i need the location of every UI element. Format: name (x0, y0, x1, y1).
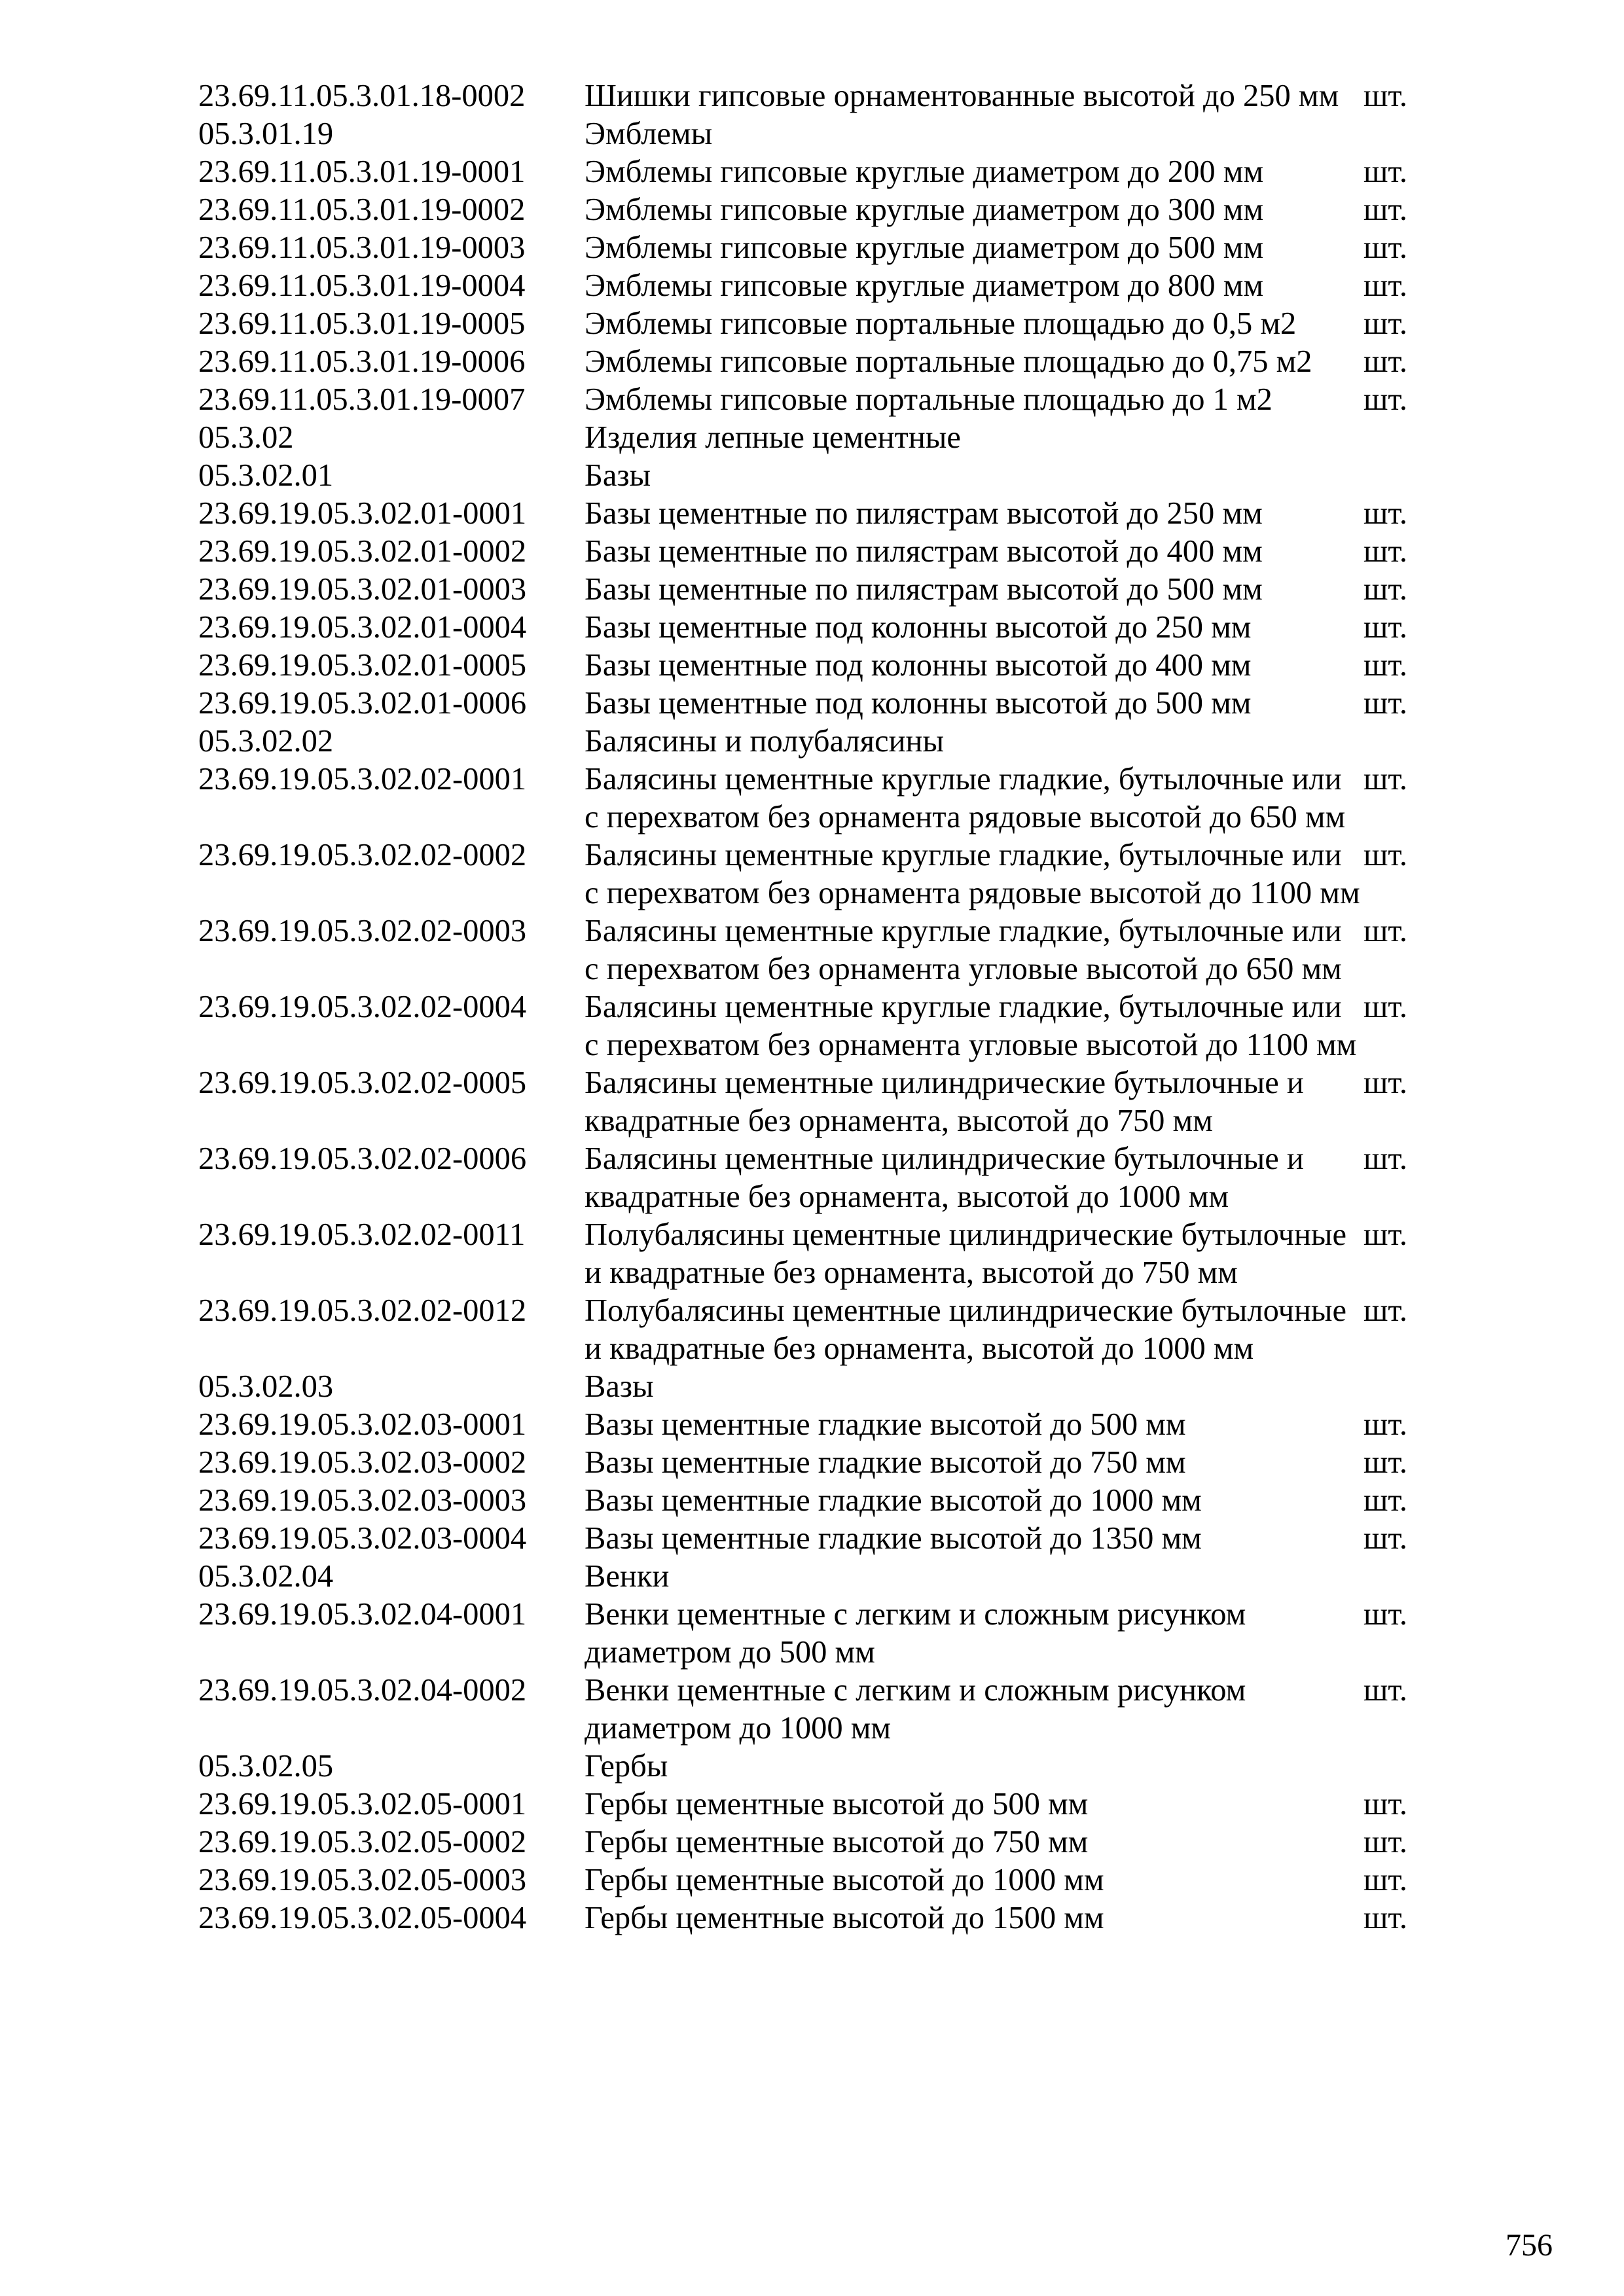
row-code: 23.69.19.05.3.02.03-0001 (198, 1407, 527, 1442)
row-name: Вазы (585, 1369, 654, 1404)
row-unit: шт. (1363, 914, 1408, 948)
row-name: Базы цементные под колонны высотой до 250 мм (585, 610, 1252, 645)
row-unit: шт. (1363, 1787, 1408, 1821)
row-code: 23.69.19.05.3.02.04-0002 (198, 1673, 527, 1708)
row-name: Базы цементные по пилястрам высотой до 400 мм (585, 534, 1263, 569)
table-row (198, 1140, 1442, 1216)
table-row (198, 1785, 1442, 1823)
row-code: 23.69.11.05.3.01.19-0004 (198, 268, 526, 303)
table-row (198, 609, 1442, 647)
row-name: Базы (585, 458, 651, 493)
row-code: 05.3.01.19 (198, 117, 334, 151)
row-name: Эмблемы (585, 117, 713, 151)
row-name: Полубалясины цементные цилиндрические бутылочные и квадратные без орнамента, высотой до 1000 мм (585, 1293, 1347, 1366)
table-row (198, 115, 1442, 153)
row-unit: шт. (1363, 838, 1408, 872)
table-row (198, 495, 1442, 533)
table-row (198, 836, 1442, 912)
row-unit: шт. (1363, 1597, 1408, 1632)
row-code: 23.69.19.05.3.02.02-0001 (198, 762, 527, 797)
table-row (198, 988, 1442, 1064)
row-unit: шт. (1363, 1141, 1408, 1176)
table-row (198, 1558, 1442, 1596)
row-name: Вазы цементные гладкие высотой до 500 мм (585, 1407, 1186, 1442)
row-code: 23.69.19.05.3.02.05-0001 (198, 1787, 527, 1821)
row-name: Венки цементные с легким и сложным рисунком диаметром до 500 мм (585, 1597, 1246, 1670)
row-name: Базы цементные под колонны высотой до 400 мм (585, 648, 1252, 683)
table-row (198, 1482, 1442, 1520)
row-unit: шт. (1363, 534, 1408, 569)
table-row (198, 1861, 1442, 1899)
row-code: 05.3.02.01 (198, 458, 334, 493)
table-row (198, 419, 1442, 457)
table-row (198, 1406, 1442, 1444)
row-unit: шт. (1363, 1066, 1408, 1100)
row-name: Вазы цементные гладкие высотой до 750 мм (585, 1445, 1186, 1480)
row-name: Балясины цементные круглые гладкие, бутылочные или с перехватом без орнамента угловые высотой до 650 мм (585, 914, 1342, 986)
row-unit: шт. (1363, 762, 1408, 797)
table-row (198, 1748, 1442, 1785)
row-code: 23.69.19.05.3.02.03-0002 (198, 1445, 527, 1480)
table-row (198, 343, 1442, 381)
row-code: 23.69.19.05.3.02.05-0002 (198, 1825, 527, 1859)
row-code: 05.3.02 (198, 420, 294, 455)
row-unit: шт. (1363, 192, 1408, 227)
row-unit: шт. (1363, 1673, 1408, 1708)
row-code: 23.69.19.05.3.02.01-0004 (198, 610, 527, 645)
row-unit: шт. (1363, 610, 1408, 645)
row-code: 05.3.02.02 (198, 724, 334, 759)
row-name: Базы цементные под колонны высотой до 500 мм (585, 686, 1252, 721)
row-unit (1361, 723, 1442, 761)
table-row (198, 77, 1442, 115)
row-name: Эмблемы гипсовые круглые диаметром до 200 мм (585, 154, 1264, 189)
row-name: Базы цементные по пилястрам высотой до 250 мм (585, 496, 1263, 531)
row-unit: шт. (1363, 344, 1408, 379)
row-unit: шт. (1363, 1901, 1408, 1935)
table-row (198, 1444, 1442, 1482)
row-name: Балясины цементные круглые гладкие, бутылочные или с перехватом без орнамента рядовые высотой до 1100 мм (585, 838, 1360, 910)
row-name: Эмблемы гипсовые портальные площадью до 0,75 м2 (585, 344, 1312, 379)
row-name: Вазы цементные гладкие высотой до 1000 мм (585, 1483, 1202, 1518)
row-unit (1361, 457, 1442, 495)
row-code: 23.69.19.05.3.02.02-0011 (198, 1217, 526, 1252)
row-name: Гербы цементные высотой до 1000 мм (585, 1863, 1104, 1897)
table-row (198, 761, 1442, 836)
table-row (198, 647, 1442, 685)
table-row (198, 685, 1442, 723)
row-name: Вазы цементные гладкие высотой до 1350 мм (585, 1521, 1202, 1556)
row-name: Балясины цементные цилиндрические бутылочные и квадратные без орнамента, высотой до 750 мм (585, 1066, 1304, 1138)
table-row (198, 153, 1442, 191)
row-unit: шт. (1363, 382, 1408, 417)
row-code: 23.69.19.05.3.02.02-0002 (198, 838, 527, 872)
row-name: Балясины цементные круглые гладкие, бутылочные или с перехватом без орнамента угловые высотой до 1100 мм (585, 990, 1357, 1062)
table-row (198, 571, 1442, 609)
row-code: 23.69.19.05.3.02.02-0003 (198, 914, 527, 948)
table-row (198, 533, 1442, 571)
row-name: Балясины цементные цилиндрические бутылочные и квадратные без орнамента, высотой до 1000 мм (585, 1141, 1304, 1214)
row-code: 23.69.19.05.3.02.01-0001 (198, 496, 527, 531)
row-name: Венки (585, 1559, 670, 1594)
row-code: 23.69.11.05.3.01.19-0001 (198, 154, 526, 189)
table-row (198, 912, 1442, 988)
row-name: Гербы (585, 1749, 668, 1784)
row-unit: шт. (1363, 306, 1408, 341)
table-row (198, 1823, 1442, 1861)
row-code: 23.69.11.05.3.01.19-0007 (198, 382, 526, 417)
row-name: Изделия лепные цементные (585, 420, 961, 455)
table-row (198, 191, 1442, 229)
row-unit: шт. (1363, 79, 1408, 113)
row-code: 23.69.19.05.3.02.02-0006 (198, 1141, 527, 1176)
row-name: Эмблемы гипсовые круглые диаметром до 500 мм (585, 230, 1264, 265)
table-row (198, 1672, 1442, 1748)
row-unit (1361, 1368, 1442, 1406)
row-name: Эмблемы гипсовые круглые диаметром до 300 мм (585, 192, 1264, 227)
table-row (198, 1368, 1442, 1406)
row-name: Гербы цементные высотой до 1500 мм (585, 1901, 1104, 1935)
table-row (198, 229, 1442, 267)
row-code: 23.69.11.05.3.01.19-0003 (198, 230, 526, 265)
row-name: Гербы цементные высотой до 750 мм (585, 1825, 1089, 1859)
row-unit: шт. (1363, 1521, 1408, 1556)
table-row (198, 1064, 1442, 1140)
resource-table-body (198, 77, 1442, 1937)
row-unit: шт. (1363, 230, 1408, 265)
row-code: 05.3.02.05 (198, 1749, 334, 1784)
row-code: 23.69.19.05.3.02.01-0005 (198, 648, 527, 683)
row-code: 23.69.11.05.3.01.19-0006 (198, 344, 526, 379)
table-row (198, 1899, 1442, 1937)
row-name: Венки цементные с легким и сложным рисунком диаметром до 1000 мм (585, 1673, 1246, 1746)
table-row (198, 457, 1442, 495)
row-name: Полубалясины цементные цилиндрические бутылочные и квадратные без орнамента, высотой до 750 мм (585, 1217, 1347, 1290)
row-unit: шт. (1363, 648, 1408, 683)
row-name: Эмблемы гипсовые портальные площадью до 0,5 м2 (585, 306, 1297, 341)
row-unit: шт. (1363, 1483, 1408, 1518)
row-code: 23.69.19.05.3.02.05-0004 (198, 1901, 527, 1935)
row-code: 23.69.19.05.3.02.03-0004 (198, 1521, 527, 1556)
row-unit (1361, 419, 1442, 457)
row-unit: шт. (1363, 268, 1408, 303)
row-code: 23.69.19.05.3.02.02-0005 (198, 1066, 527, 1100)
row-unit: шт. (1363, 1445, 1408, 1480)
row-code: 23.69.19.05.3.02.02-0004 (198, 990, 527, 1024)
row-unit: шт. (1363, 686, 1408, 721)
table-row (198, 305, 1442, 343)
page-number: 756 (1506, 2228, 1553, 2263)
row-name: Эмблемы гипсовые круглые диаметром до 800 мм (585, 268, 1264, 303)
row-code: 23.69.19.05.3.02.04-0001 (198, 1597, 527, 1632)
row-name: Базы цементные по пилястрам высотой до 500 мм (585, 572, 1263, 607)
row-code: 23.69.19.05.3.02.05-0003 (198, 1863, 527, 1897)
table-row (198, 723, 1442, 761)
table-row (198, 267, 1442, 305)
row-name: Гербы цементные высотой до 500 мм (585, 1787, 1089, 1821)
row-name: Балясины и полубалясины (585, 724, 945, 759)
row-unit: шт. (1363, 1825, 1408, 1859)
row-unit: шт. (1363, 572, 1408, 607)
row-name: Шишки гипсовые орнаментованные высотой до 250 мм (585, 79, 1339, 113)
row-code: 23.69.19.05.3.02.01-0006 (198, 686, 527, 721)
table-row (198, 1520, 1442, 1558)
row-code: 05.3.02.03 (198, 1369, 334, 1404)
table-row (198, 1216, 1442, 1292)
table-row (198, 381, 1442, 419)
row-unit: шт. (1363, 1293, 1408, 1328)
row-unit: шт. (1363, 990, 1408, 1024)
resource-table (198, 77, 1442, 1937)
row-code: 23.69.19.05.3.02.03-0003 (198, 1483, 527, 1518)
table-row (198, 1292, 1442, 1368)
row-unit (1361, 1748, 1442, 1785)
row-code: 23.69.19.05.3.02.01-0002 (198, 534, 527, 569)
row-unit (1361, 1558, 1442, 1596)
row-code: 23.69.11.05.3.01.19-0002 (198, 192, 526, 227)
row-code: 23.69.11.05.3.01.19-0005 (198, 306, 526, 341)
table-row (198, 1596, 1442, 1672)
row-unit: шт. (1363, 1863, 1408, 1897)
row-name: Эмблемы гипсовые портальные площадью до 1 м2 (585, 382, 1272, 417)
row-unit: шт. (1363, 1217, 1408, 1252)
row-unit: шт. (1363, 154, 1408, 189)
row-code: 23.69.19.05.3.02.01-0003 (198, 572, 527, 607)
row-code: 05.3.02.04 (198, 1559, 334, 1594)
row-unit: шт. (1363, 496, 1408, 531)
row-unit: шт. (1363, 1407, 1408, 1442)
row-name: Балясины цементные круглые гладкие, бутылочные или с перехватом без орнамента рядовые высотой до 650 мм (585, 762, 1346, 834)
row-unit (1361, 115, 1442, 153)
row-code: 23.69.19.05.3.02.02-0012 (198, 1293, 527, 1328)
row-code: 23.69.11.05.3.01.18-0002 (198, 79, 526, 113)
